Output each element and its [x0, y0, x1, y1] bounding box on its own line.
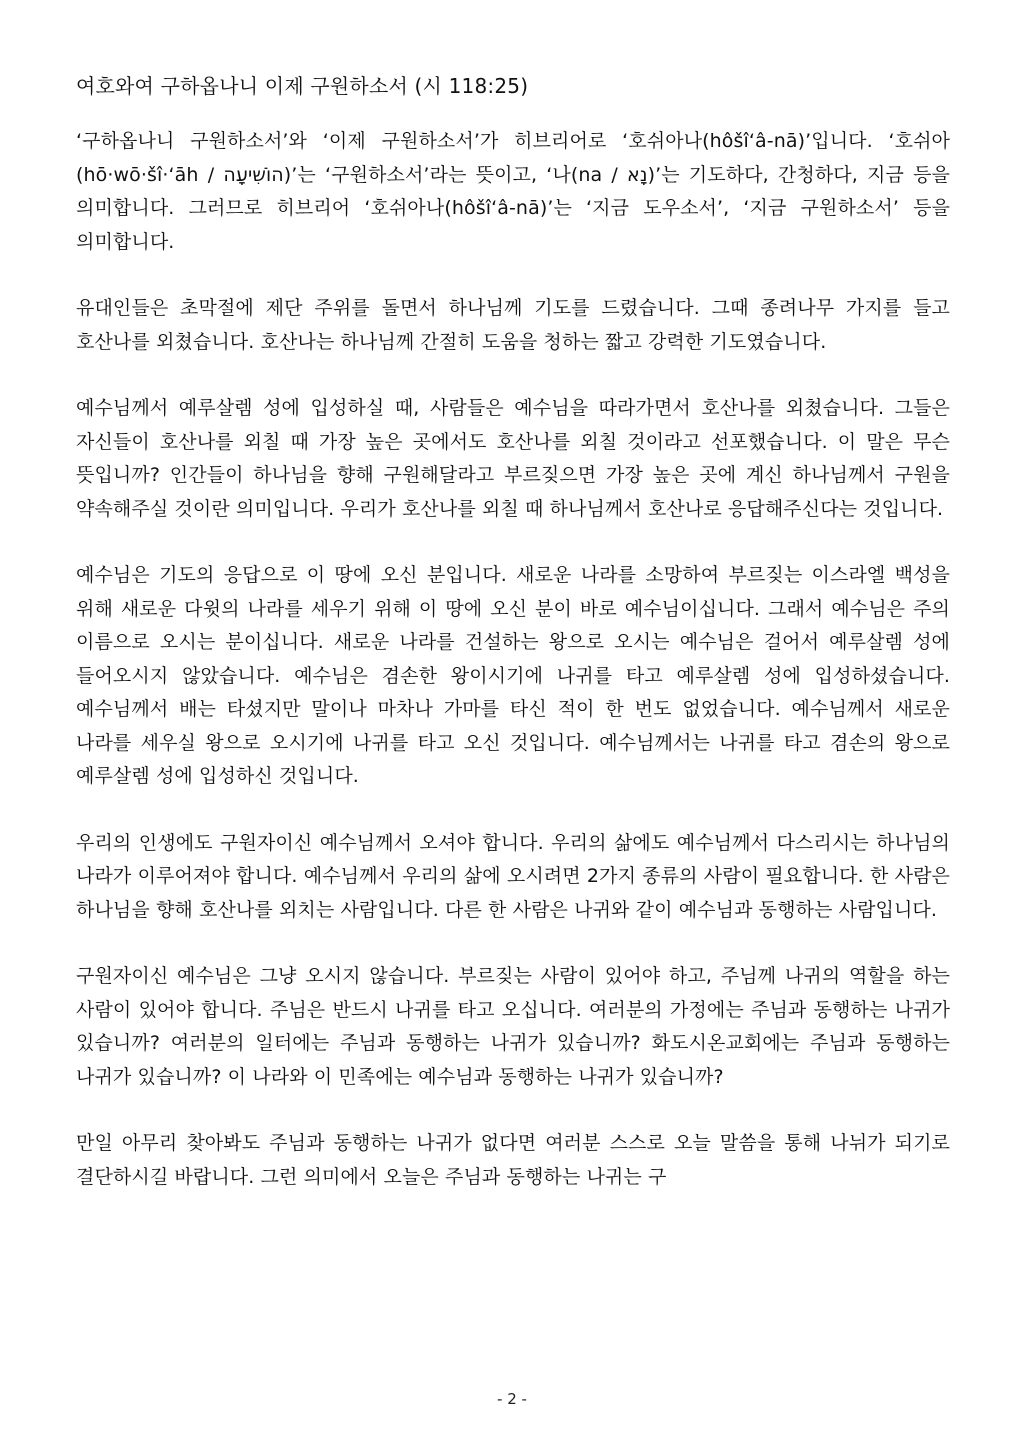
- paragraph-hosanna-meaning: ‘구하옵나니 구원하소서’와 ‘이제 구원하소서’가 히브리어로 ‘호쉬아나(hôšî‘â-nā)’입니다. ‘호쉬아(hō·wō·šî·‘āh / הוֹשִׁיעָה)’는 ‘구원하소서’라는 뜻이고, ‘나(na / נָא)’는 기도하다, 간청하다, 지금 등을 의미합니다. 그러므로 히브리어 ‘호쉬아나(hôšî‘â-nā)’는 ‘지금 도우소서’, ‘지금 구원하소서’ 등을 의미합니다.: [76, 130, 950, 253]
- document-page: [76, 70, 950, 1227]
- page-number: - 2 -: [497, 1390, 527, 1408]
- paragraph-two-kinds-of-people: 우리의 인생에도 구원자이신 예수님께서 오셔야 합니다. 우리의 삶에도 예수님께서 다스리시는 하나님의 나라가 이루어져야 합니다. 예수님께서 우리의 삶에 오시려면 2가지 종류의 사람이 필요합니다. 한 사람은 하나님을 향해 호산나를 외치는 사람입니다. 다른 한 사람은 나귀와 같이 예수님과 동행하는 사람입니다.: [76, 831, 950, 921]
- paragraph-role-of-donkey: 구원자이신 예수님은 그냥 오시지 않습니다. 부르짖는 사람이 있어야 하고, 주님께 나귀의 역할을 하는 사람이 있어야 합니다. 주님은 반드시 나귀를 타고 오십니다. 여러분의 가정에는 주님과 동행하는 나귀가 있습니까? 여러분의 일터에는 주님과 동행하는 나귀가 있습니까? 화도시온교회에는 주님과 동행하는 나귀가 있습니까? 이 나라와 이 민족에는 예수님과 동행하는 나귀가 있습니까?: [76, 965, 950, 1088]
- paragraph-feast-of-tabernacles: 유대인들은 초막절에 제단 주위를 돌면서 하나님께 기도를 드렸습니다. 그때 종려나무 가지를 들고 호산나를 외쳤습니다. 호산나는 하나님께 간절히 도움을 청하는 짧고 강력한 기도였습니다.: [76, 297, 950, 353]
- paragraph-answer-to-prayer: 예수님은 기도의 응답으로 이 땅에 오신 분입니다. 새로운 나라를 소망하여 부르짖는 이스라엘 백성을 위해 새로운 다윗의 나라를 세우기 위해 이 땅에 오신 분이 바로 예수님이십니다. 그래서 예수님은 주의 이름으로 오시는 분이십니다. 새로운 나라를 건설하는 왕으로 오시는 예수님은 걸어서 예루살렘 성에 들어오시지 않았습니다. 예수님은 겸손한 왕이시기에 나귀를 타고 예루살렘 성에 입성하셨습니다. 예수님께서 배는 타셨지만 말이나 마차나 가마를 타신 적이 한 번도 없었습니다. 예수님께서 새로운 나라를 세우실 왕으로 오시기에 나귀를 타고 오신 것입니다. 예수님께서는 나귀를 타고 겸손의 왕으로 예루살렘 성에 입성하신 것입니다.: [76, 564, 950, 787]
- paragraph-jerusalem-entry: 예수님께서 예루살렘 성에 입성하실 때, 사람들은 예수님을 따라가면서 호산나를 외쳤습니다. 그들은 자신들이 호산나를 외칠 때 가장 높은 곳에서도 호산나를 외칠 것이라고 선포했습니다. 이 말은 무슨 뜻입니까? 인간들이 하나님을 향해 구원해달라고 부르짖으면 가장 높은 곳에 계신 하나님께서 구원을 약속해주실 것이란 의미입니다. 우리가 호산나를 외칠 때 하나님께서 호산나로 응답해주신다는 것입니다.: [76, 397, 950, 520]
- document-title: 여호와여 구하옵나니 이제 구원하소서 (시 118:25): [76, 74, 529, 98]
- paragraph-decision: 만일 아무리 찾아봐도 주님과 동행하는 나귀가 없다면 여러분 스스로 오늘 말씀을 통해 나뉘가 되기로 결단하시길 바랍니다. 그런 의미에서 오늘은 주님과 동행하는 나귀는 구: [76, 1132, 950, 1188]
